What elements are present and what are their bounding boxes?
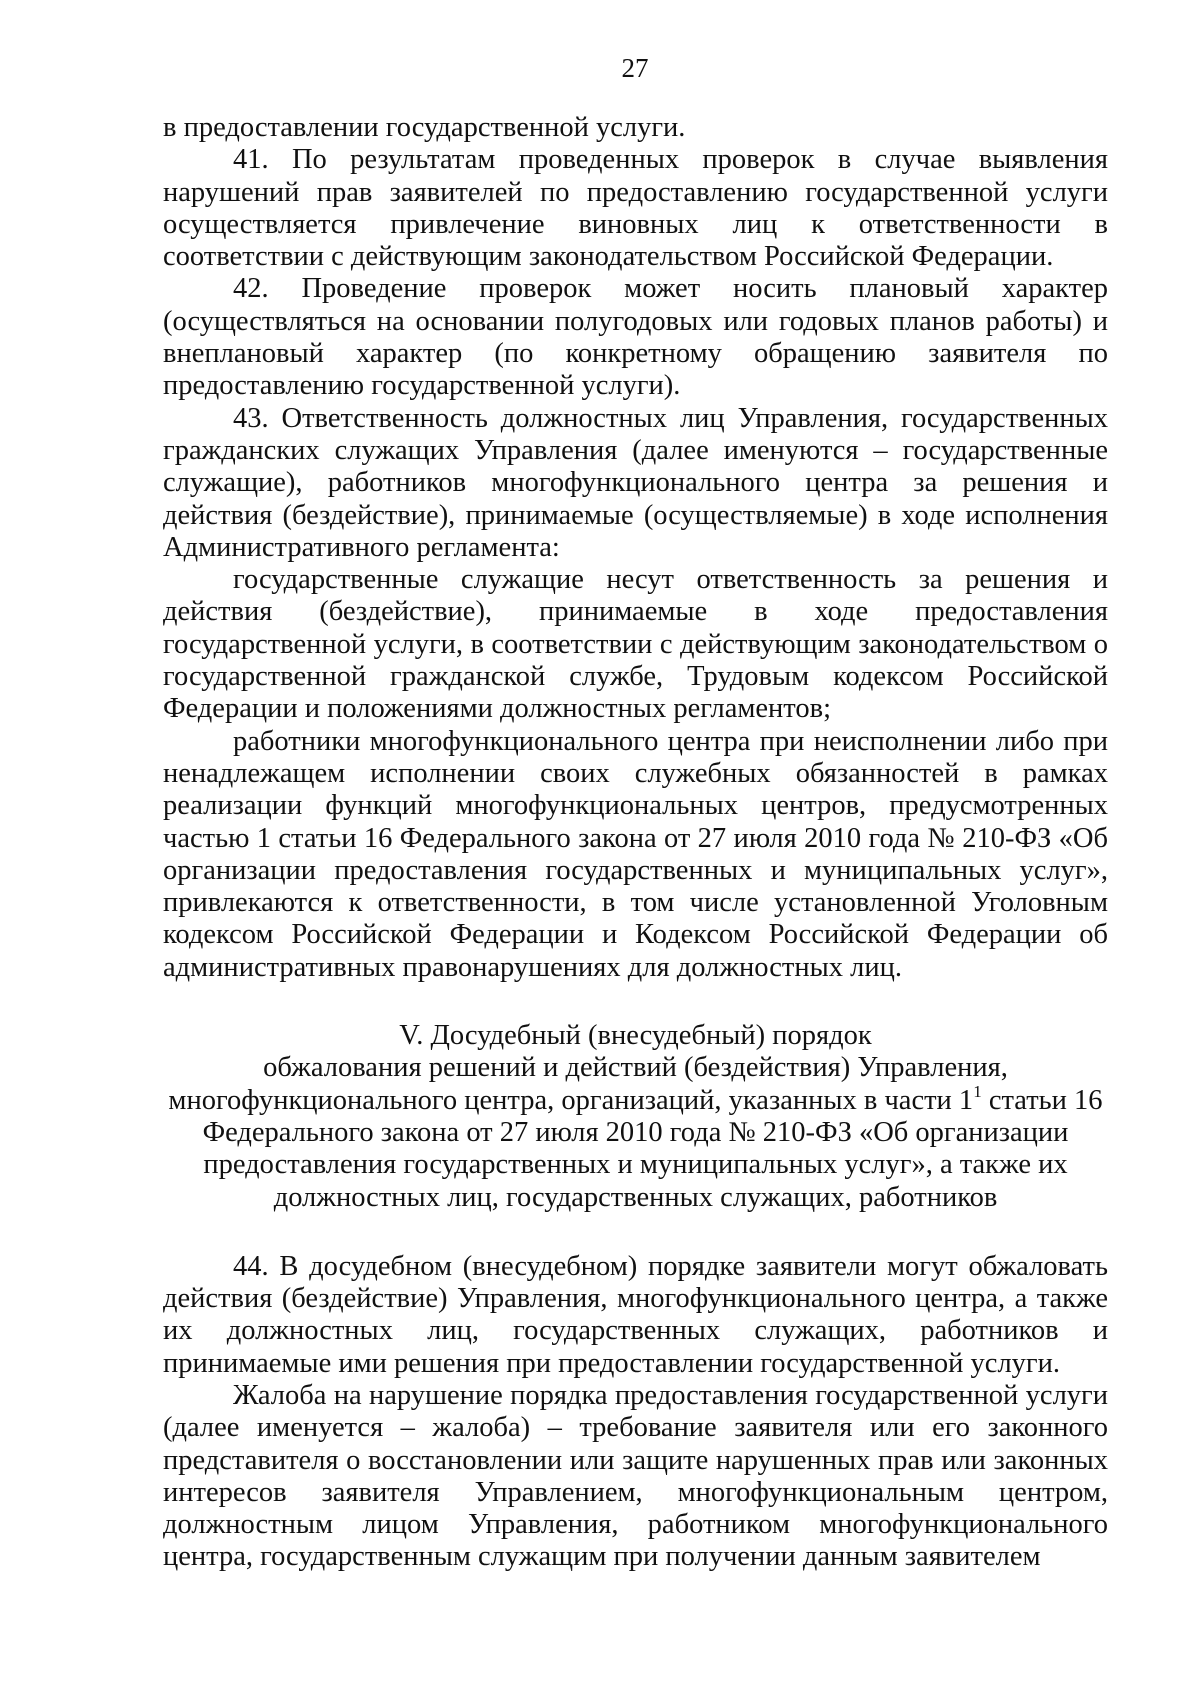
page-number: 27 <box>621 53 649 83</box>
paragraph-continuation: в предоставлении государственной услуги. <box>163 112 686 143</box>
section-heading-line-3b: статьи 16 <box>981 1084 1103 1116</box>
document-body <box>163 112 1108 1574</box>
section-heading <box>163 1020 1108 1214</box>
paragraph-civil-servants: государственные служащие несут ответственность за решения и действия (бездействие), принимаемые в ходе предоставления государственной услуги, в соответствии с действующим законодательством о государственной гражданской службе, Трудовым кодексом Российской Федерации и положениями должностных регламентов; <box>163 564 1108 725</box>
section-heading-line-6: должностных лиц, государственных служащих, работников <box>273 1181 998 1213</box>
paragraph-44: 44. В досудебном (внесудебном) порядке заявители могут обжаловать действия (бездействие) Управления, многофункционального центра, а также их должностных лиц, государственных служащих, работников и принимаемые ими решения при предоставлении государственной услуги. <box>163 1250 1108 1379</box>
section-heading-line-1: V. Досудебный (внесудебный) порядок <box>399 1020 872 1052</box>
paragraph-complaint-definition: Жалоба на нарушение порядка предоставления государственной услуги (далее именуется – жалоба) – требование заявителя или его законного представителя о восстановлении или защите нарушенных прав или законных интересов заявителя Управлением, многофункциональным центром, должностным лицом Управления, работником многофункционального центра, государственным служащим при получении данным заявителем <box>163 1379 1108 1573</box>
paragraph-42: 42. Проведение проверок может носить плановый характер (осуществляться на основании полугодовых или годовых планов работы) и внеплановый характер (по конкретному обращению заявителя по предоставлению государственной услуги). <box>163 273 1108 402</box>
section-heading-line-2: обжалования решений и действий (бездействия) Управления, <box>263 1052 1008 1084</box>
paragraph-mfc-workers: работники многофункционального центра при неисполнении либо при ненадлежащем исполнении своих служебных обязанностей в рамках реализации функций многофункциональных центров, предусмотренных частью 1 статьи 16 Федерального закона от 27 июля 2010 года № 210-ФЗ «Об организации предоставления государственных и муниципальных услуг», привлекаются к ответственности, в том числе установленной Уголовным кодексом Российской Федерации и Кодексом Российской Федерации об административных правонарушениях для должностных лиц. <box>163 725 1108 983</box>
section-heading-line-3a: многофункционального центра, организаций, указанных в части 1 <box>168 1084 974 1116</box>
section-heading-line-4: Федерального закона от 27 июля 2010 года № 210-ФЗ «Об организации <box>202 1116 1069 1148</box>
paragraph-43: 43. Ответственность должностных лиц Управления, государственных гражданских служащих Управления (далее именуются – государственные служащие), работников многофункционального центра за решения и действия (бездействие), принимаемые (осуществляемые) в ходе исполнения Административного регламента: <box>163 402 1108 563</box>
paragraph-41: 41. По результатам проведенных проверок в случае выявления нарушений прав заявителей по предоставлению государственной услуги осуществляется привлечение виновных лиц к ответственности в соответствии с действующим законодательством Российской Федерации. <box>163 144 1108 273</box>
superscript-mark: 1 <box>973 1081 982 1101</box>
section-heading-line-5: предоставления государственных и муниципальных услуг», а также их <box>203 1149 1068 1181</box>
section-heading-line-3 <box>163 1081 1108 1117</box>
